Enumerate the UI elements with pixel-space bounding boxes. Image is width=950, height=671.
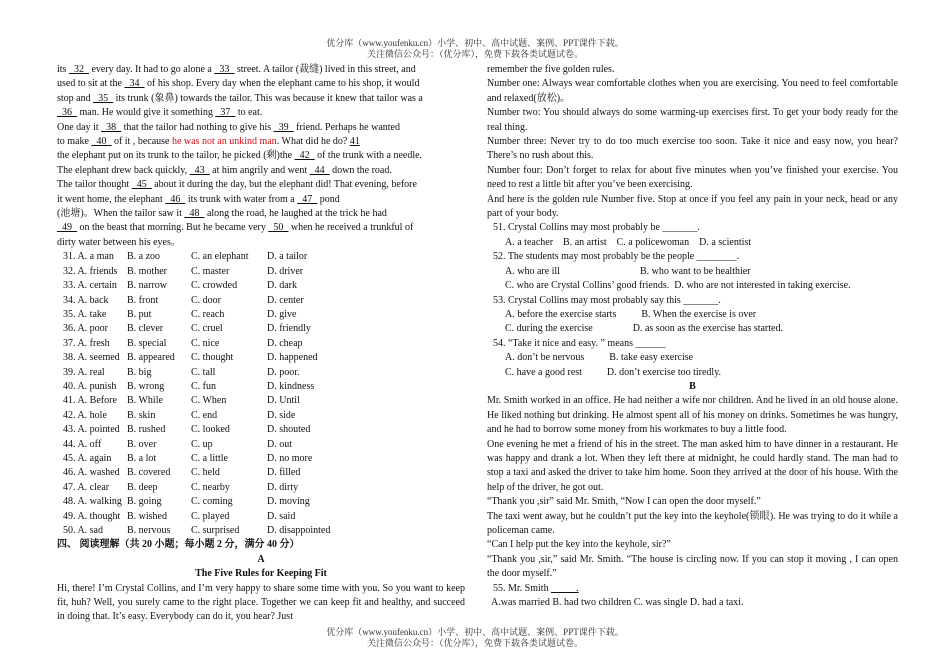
option-row xyxy=(57,322,465,336)
option-choice: 47. A. clear xyxy=(63,481,110,493)
footer-line-1: 优分库（www.youfenku.cn）小学、初中、高中试题、案例、PPT课件下载。 xyxy=(326,627,624,637)
option-choice: B. special xyxy=(127,337,167,349)
option-choice: C. fun xyxy=(191,380,216,392)
option-choice: C. tall xyxy=(191,366,216,378)
passage-text: pond xyxy=(317,193,340,205)
question-stem: 53. Crystal Collins may most probably say this _______. xyxy=(493,294,721,306)
option-choice: D. said xyxy=(267,510,296,522)
blank-number: _39_ xyxy=(273,121,294,133)
question-options: C. who are Crystal Collins’ good friends. D. who are not interested in taking exercise. xyxy=(505,280,851,292)
option-choice: 50. A. sad xyxy=(63,525,103,536)
passage-b-label: B xyxy=(689,380,696,392)
blank-number: _47_ xyxy=(297,193,318,205)
cloze-line xyxy=(57,135,465,149)
option-choice: 33. A. certain xyxy=(63,280,117,292)
option-choice: D. no more xyxy=(267,452,313,464)
blank-number: _44_ xyxy=(309,164,330,176)
passage-text: its trunk with water from a xyxy=(185,193,298,205)
option-choice: C. a little xyxy=(191,452,228,464)
cloze-line xyxy=(57,236,465,250)
option-choice: C. up xyxy=(191,438,213,450)
passage-text: (池塘)。When the tailor saw it xyxy=(57,208,185,220)
cloze-line xyxy=(57,207,465,221)
question-55-options: A.was married B. had two children C. was single D. had a taxi. xyxy=(491,597,744,609)
passage-text: stop and xyxy=(57,92,94,104)
passage-text: to make xyxy=(57,136,92,148)
option-choice: 49. A. thought xyxy=(63,510,121,522)
blank-number: _46_ xyxy=(165,193,186,205)
cloze-line xyxy=(57,121,465,135)
option-choice: C. held xyxy=(191,467,220,479)
option-choice: C. played xyxy=(191,510,230,522)
option-row xyxy=(57,466,465,480)
option-choice: B. a zoo xyxy=(127,251,161,263)
option-choice: B. covered xyxy=(127,467,171,479)
option-row xyxy=(57,394,465,408)
option-choice: 46. A. washed xyxy=(63,467,120,479)
option-choice: 39. A. real xyxy=(63,366,105,378)
option-choice: D. center xyxy=(267,294,304,306)
option-choice: D. shouted xyxy=(267,424,311,436)
passage-text: the elephant put on its trunk to the tailor, he picked (剩)the xyxy=(57,150,295,162)
rule-paragraph: Number four: Don’t forget to relax for about five minutes when you’ve finished your exercise. You need to rest a little bit after you’ve been exercising. xyxy=(487,164,898,191)
option-choice: C. end xyxy=(191,409,218,421)
passage-a-label: A xyxy=(257,553,265,565)
option-choice: B. rushed xyxy=(127,424,166,436)
rule-paragraph: And here is the golden rule Number five. Stop at once if you feel any pain in your neck, head or any part of your body. xyxy=(487,193,898,220)
option-choice: D. dirty xyxy=(267,481,299,493)
option-choice: B. put xyxy=(127,308,152,320)
story-paragraph: Mr. Smith worked in an office. He had neither a wife nor children. And he lived in an old house alone. He liked nothing but drinking. He almost spent all of his money on drinks. Sometimes he was hungry, and he had to borrow some money from his workmates to buy a little food. xyxy=(487,395,898,436)
option-row xyxy=(57,380,465,394)
option-choice: C. thought xyxy=(191,352,234,364)
question-stem: 51. Crystal Collins may most probably be _______. xyxy=(493,222,700,234)
blank-number: _37_ xyxy=(215,107,236,119)
blank-number: _33_ xyxy=(214,64,235,75)
option-row xyxy=(57,265,465,279)
passage-text: along the road, he laughed at the trick he had xyxy=(204,208,387,220)
option-row xyxy=(57,524,465,538)
option-choice: D. side xyxy=(267,409,296,421)
option-choice: 38. A. seemed xyxy=(63,352,120,364)
passage-text: friend. Perhaps he wanted xyxy=(293,121,400,133)
question-options: A. don’t be nervous B. take easy exercise xyxy=(505,352,694,364)
option-choice: B. front xyxy=(127,294,159,306)
option-choice: D. happened xyxy=(267,352,318,364)
passage-text: it went home, the elephant xyxy=(57,193,166,205)
blank-number: _36_ xyxy=(57,107,77,119)
option-choice: 42. A. hole xyxy=(63,409,107,421)
option-choice: B. skin xyxy=(127,409,156,421)
option-row xyxy=(57,294,465,308)
blank-number: 41 xyxy=(349,136,360,148)
passage-text: street. A tailor (裁缝) lived in this street, and xyxy=(234,64,416,75)
option-row xyxy=(57,250,465,264)
option-choice: D. a tailor xyxy=(267,251,308,263)
passage-text: of his shop. Every day when the elephant came to his shop, it would xyxy=(144,78,420,90)
passage-text: man. He would give it something xyxy=(77,107,216,119)
option-row xyxy=(57,495,465,509)
blank-number: _40_ xyxy=(91,136,112,148)
option-choice: C. reach xyxy=(191,308,225,320)
option-choice: C. nearby xyxy=(191,481,230,493)
passage-text: its trunk (象鼻) towards the tailor. This was because it knew that tailor was a xyxy=(113,92,423,104)
question-stem: 54. “Take it nice and easy. ” means ______ xyxy=(493,337,666,349)
option-choice: B. mother xyxy=(127,265,167,277)
option-choice: C. When xyxy=(191,395,227,407)
option-choice: D. out xyxy=(267,438,292,450)
passage-text: down the road. xyxy=(329,164,392,176)
passage-text: at him angrily and went xyxy=(209,164,310,176)
option-row xyxy=(57,337,465,351)
option-choice: 40. A. punish xyxy=(63,380,117,392)
option-row xyxy=(57,308,465,322)
option-choice: D. kindness xyxy=(267,380,315,392)
passage-text: The tailor thought xyxy=(57,179,132,191)
passage-text: when he received a trunkful of xyxy=(288,222,414,234)
passage-text: One day it xyxy=(57,121,102,133)
rule-paragraph: Number three: Never try to do too much exercise too soon. Take it nice and easy now, you hear? There’s no rush about this. xyxy=(487,136,898,162)
story-paragraph: “Thank you ,sir” said Mr. Smith, “Now I can open the door myself.” xyxy=(487,496,761,508)
blank-number: _42_ xyxy=(294,150,315,162)
story-paragraph: The taxi went away, but he couldn’t put the key into the keyhole(锁眼). He was trying to do it while a policeman came. xyxy=(487,510,898,536)
option-row xyxy=(57,409,465,423)
option-choice: C. cruel xyxy=(191,323,223,335)
passage-text: dirty water between his eyes。 xyxy=(57,236,181,248)
option-choice: 34. A. back xyxy=(63,294,109,306)
option-choice: C. coming xyxy=(191,496,233,508)
option-choice: B. wrong xyxy=(127,380,165,392)
option-choice: D. poor. xyxy=(267,366,300,378)
passage-b-text xyxy=(487,394,898,581)
rule-paragraph: remember the five golden rules. xyxy=(487,64,615,75)
header-line-1: 优分库（www.youfenku.cn）小学、初中、高中试题、案例、PPT课件下载。 xyxy=(326,38,624,48)
option-choice: D. filled xyxy=(267,467,301,479)
option-choice: 32. A. friends xyxy=(63,265,118,277)
option-choice: B. deep xyxy=(127,481,158,493)
blank-number: _50_ xyxy=(268,222,289,234)
option-choice: D. moving xyxy=(267,496,310,508)
question-55-stem: 55. Mr. Smith xyxy=(493,582,552,594)
option-row xyxy=(57,279,465,293)
blank-number: _38_ xyxy=(101,121,122,133)
question-55 xyxy=(487,582,898,596)
option-row xyxy=(57,366,465,380)
question-options: C. have a good rest D. don’t exercise too tiredly. xyxy=(505,366,722,378)
option-row xyxy=(57,438,465,452)
rule-paragraph: Number one: Always wear comfortable clothes when you are exercising. You need to feel comfortable and relaxed(放松)。 xyxy=(487,78,898,104)
blank-number: _43_ xyxy=(189,164,210,176)
option-choice: C. crowded xyxy=(191,280,238,292)
passage-text: to eat. xyxy=(235,107,263,119)
passage-text: The elephant drew back quickly, xyxy=(57,164,190,176)
rule-paragraph: Number two: You should always do some warming-up exercises first. To get your body ready for the real thing. xyxy=(487,107,898,133)
page-header xyxy=(0,38,950,60)
question-options: C. during the exercise D. as soon as the exercise has started. xyxy=(505,323,783,335)
option-choice: B. going xyxy=(127,496,162,508)
cloze-line xyxy=(57,149,465,163)
question-stem: 52. The students may most probably be the people ________. xyxy=(493,251,740,263)
cloze-line xyxy=(57,63,465,77)
question-55-blank: _____. xyxy=(551,582,579,594)
question-options: A. who are ill B. who want to be healthier xyxy=(505,265,751,277)
section-4-heading: 四、 阅读理解（共 20 小题；每小题 2 分，满分 40 分） xyxy=(57,539,300,551)
option-choice: B. appeared xyxy=(127,352,175,364)
option-choice: D. Until xyxy=(267,395,300,407)
blank-number: _32_ xyxy=(68,64,89,75)
blank-number: _49_ xyxy=(57,222,77,234)
option-choice: C. door xyxy=(191,294,221,306)
option-row xyxy=(57,423,465,437)
option-choice: 37. A. fresh xyxy=(63,337,110,349)
option-choice: D. disappointed xyxy=(267,525,331,536)
option-row xyxy=(57,510,465,524)
option-choice: B. While xyxy=(127,395,163,407)
passage-text: that the tailor had nothing to give his xyxy=(121,121,274,133)
passage-text: its xyxy=(57,64,69,75)
header-line-2: 关注微信公众号：（优分库），免费下载各类试题试卷。 xyxy=(366,49,583,59)
option-choice: D. dark xyxy=(267,280,297,292)
cloze-line xyxy=(57,92,465,106)
blank-number: _34_ xyxy=(124,78,145,90)
cloze-line xyxy=(57,106,465,120)
option-choice: B. a lot xyxy=(127,452,157,464)
blank-number: _45_ xyxy=(131,179,152,191)
passage-a-rules xyxy=(487,63,898,221)
passage-text: of the trunk with a needle. xyxy=(314,150,423,162)
option-choice: C. looked xyxy=(191,424,230,436)
option-choice: 35. A. take xyxy=(63,308,107,320)
question-options: A. before the exercise starts B. When the exercise is over xyxy=(505,308,757,320)
cloze-line xyxy=(57,77,465,91)
cloze-line xyxy=(57,164,465,178)
cloze-passage xyxy=(57,63,465,250)
page-footer xyxy=(0,627,950,649)
option-choice: C. nice xyxy=(191,337,220,349)
option-choice: D. driver xyxy=(267,265,304,277)
cloze-line xyxy=(57,178,465,192)
blank-number: _48_ xyxy=(184,208,205,220)
story-paragraph: One evening he met a friend of his in the street. The man asked him to have dinner in a restaurant. He was happy and drank a lot. When they left there at midnight, he could hardly stand. The man had to stop a taxi and asked the driver to take him home. Soon they arrived at the door of his house. With the help of the driver, he got out. xyxy=(487,438,898,493)
passage-a-questions xyxy=(487,221,898,379)
option-choice: B. nervous xyxy=(127,525,171,536)
passage-text: . What did he do? xyxy=(276,136,350,148)
option-choice: 44. A. off xyxy=(63,438,102,450)
passage-text: every day. It had to go alone a xyxy=(88,64,215,75)
blank-number: _35_ xyxy=(93,92,114,104)
cloze-line xyxy=(57,193,465,207)
passage-text: of it , because xyxy=(111,136,172,148)
option-choice: D. cheap xyxy=(267,337,303,349)
cloze-line xyxy=(57,221,465,235)
option-choice: B. big xyxy=(127,366,152,378)
option-row xyxy=(57,351,465,365)
option-choice: C. surprised xyxy=(191,525,240,536)
option-choice: 48. A. walking xyxy=(63,496,122,508)
option-row xyxy=(57,452,465,466)
passage-a-intro: Hi, there! I’m Crystal Collins, and I’m very happy to share some time with you. So you want to keep fit, huh? Well, you surely came to the right place. Together we can keep fit and healthy, and succeed in doing that. It’s easy. Everybody can do it, you hear? Just xyxy=(57,582,465,623)
option-choice: C. master xyxy=(191,265,230,277)
option-choice: B. narrow xyxy=(127,280,167,292)
option-choice: B. wished xyxy=(127,510,167,522)
option-choice: 43. A. pointed xyxy=(63,424,120,436)
footer-line-2: 关注微信公众号：（优分库），免费下载各类试题试卷。 xyxy=(366,638,583,648)
cloze-options xyxy=(57,250,465,538)
option-choice: B. over xyxy=(127,438,157,450)
option-choice: D. friendly xyxy=(267,323,311,335)
question-options: A. a teacher B. an artist C. a policewoman D. a scientist xyxy=(505,236,752,248)
story-paragraph: “Thank you ,sir,” said Mr. Smith. “The house is circling now. If you can stop it moving , I can open the door myself.” xyxy=(487,553,898,580)
option-choice: C. an elephant xyxy=(191,251,249,263)
option-choice: 41. A. Before xyxy=(63,395,117,407)
right-column xyxy=(487,63,898,610)
option-choice: B. clever xyxy=(127,323,164,335)
option-choice: 45. A. again xyxy=(63,452,112,464)
story-paragraph: “Can I help put the key into the keyhole, sir?” xyxy=(487,539,671,551)
passage-text: on the beast that morning. But he became very xyxy=(77,222,269,234)
option-choice: 36. A. poor xyxy=(63,323,108,335)
option-choice: 31. A. a man xyxy=(63,251,114,263)
passage-text: about it during the day, but the elephant did! That evening, before xyxy=(151,179,417,191)
option-choice: D. give xyxy=(267,308,297,320)
highlighted-text: he was not an unkind man xyxy=(171,136,277,148)
passage-a-title: The Five Rules for Keeping Fit xyxy=(195,568,327,580)
left-column xyxy=(57,63,465,625)
option-row xyxy=(57,481,465,495)
passage-text: used to sit at the xyxy=(57,78,125,90)
